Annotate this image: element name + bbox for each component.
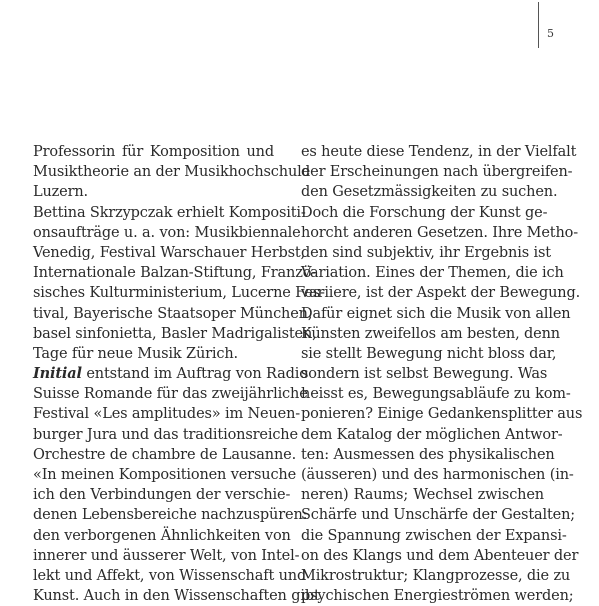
text-line-continuation: entstand im Auftrag von Radio <box>86 366 308 383</box>
text-line: Luzern. <box>33 184 89 201</box>
text-line: onsaufträge u. a. von: Musikbiennale <box>33 224 301 241</box>
work-title-initial: Initial <box>33 365 82 383</box>
text-line: neren) Raums; Wechsel zwischen <box>301 487 544 504</box>
text-line: Doch die Forschung der Kunst ge- <box>301 204 548 221</box>
page-number-rule <box>538 2 539 48</box>
text-line: tival, Bayerische Staatsoper München, <box>33 305 313 322</box>
text-line: dem Katalog der möglichen Antwor- <box>301 426 563 443</box>
text-line: horcht anderen Gesetzen. Ihre Metho- <box>301 224 579 241</box>
text-line: Dafür eignet sich die Musik von allen <box>301 305 571 322</box>
text-line: lekt und Affekt, von Wissenschaft und <box>33 567 307 584</box>
page-number: 5 <box>547 27 554 40</box>
text-line: Venedig, Festival Warschauer Herbst, <box>33 244 306 261</box>
text-line: basel sinfonietta, Basler Madrigalisten, <box>33 325 317 342</box>
text-line: Schärfe und Unschärfe der Gestalten; <box>301 507 576 524</box>
text-line: burger Jura und das traditionsreiche <box>33 426 298 443</box>
text-line: Professorin für Komposition und <box>33 144 274 160</box>
text-line: Bettina Skrzypczak erhielt Kompositi- <box>33 204 306 221</box>
text-line: psychischen Energieströmen werden; <box>301 588 574 605</box>
text-line: sisches Kulturministerium, Lucerne Fes- <box>33 285 325 302</box>
text-line: Kunst. Auch in den Wissenschaften gibt <box>33 588 320 605</box>
text-line: den verborgenen Ähnlichkeiten von <box>33 527 291 544</box>
text-line: Tage für neue Musik Zürich. <box>33 345 239 362</box>
text-line: Mikrostruktur; Klangprozesse, die zu <box>301 567 571 584</box>
text-line: heisst es, Bewegungsabläufe zu kom- <box>301 386 571 403</box>
text-line: Orchestre de chambre de Lausanne. <box>33 446 297 463</box>
text-line: innerer und äusserer Welt, von Intel- <box>33 547 300 564</box>
text-line: Suisse Romande für das zweijährliche <box>33 386 308 403</box>
text-line: ponieren? Einige Gedankensplitter aus <box>301 406 583 423</box>
text-line: Musiktheorie an der Musikhochschule <box>33 164 311 181</box>
text-line: ich den Verbindungen der verschie- <box>33 487 291 504</box>
text-line: denen Lebensbereiche nachzuspüren: <box>33 507 308 524</box>
text-line: den sind subjektiv, ihr Ergebnis ist <box>301 244 551 261</box>
text-line: Internationale Balzan-Stiftung, Franzö- <box>33 265 317 282</box>
text-line: «In meinen Kompositionen versuche <box>33 467 297 483</box>
text-line: (äusseren) und des harmonischen (in- <box>301 467 574 483</box>
text-line: Variation. Eines der Themen, die ich <box>301 265 564 282</box>
text-line: variiere, ist der Aspekt der Bewegung. <box>301 285 581 302</box>
text-line: sie stellt Bewegung nicht bloss dar, <box>301 345 557 362</box>
left-text-column <box>33 142 325 606</box>
text-line: der Erscheinungen nach übergreifen- <box>301 164 573 181</box>
text-line: Künsten zweifellos am besten, denn <box>301 325 560 342</box>
text-line: den Gesetzmässigkeiten zu suchen. <box>301 184 558 201</box>
right-text-column <box>301 142 583 606</box>
text-line: on des Klangs und dem Abenteuer der <box>301 547 579 564</box>
text-line: sondern ist selbst Bewegung. Was <box>301 366 548 383</box>
text-line: ten: Ausmessen des physikalischen <box>301 446 555 463</box>
text-line-initial <box>33 364 308 384</box>
text-line: Festival «Les amplitudes» im Neuen- <box>33 406 301 423</box>
text-line: es heute diese Tendenz, in der Vielfalt <box>301 144 577 160</box>
text-line: die Spannung zwischen der Expansi- <box>301 527 567 544</box>
